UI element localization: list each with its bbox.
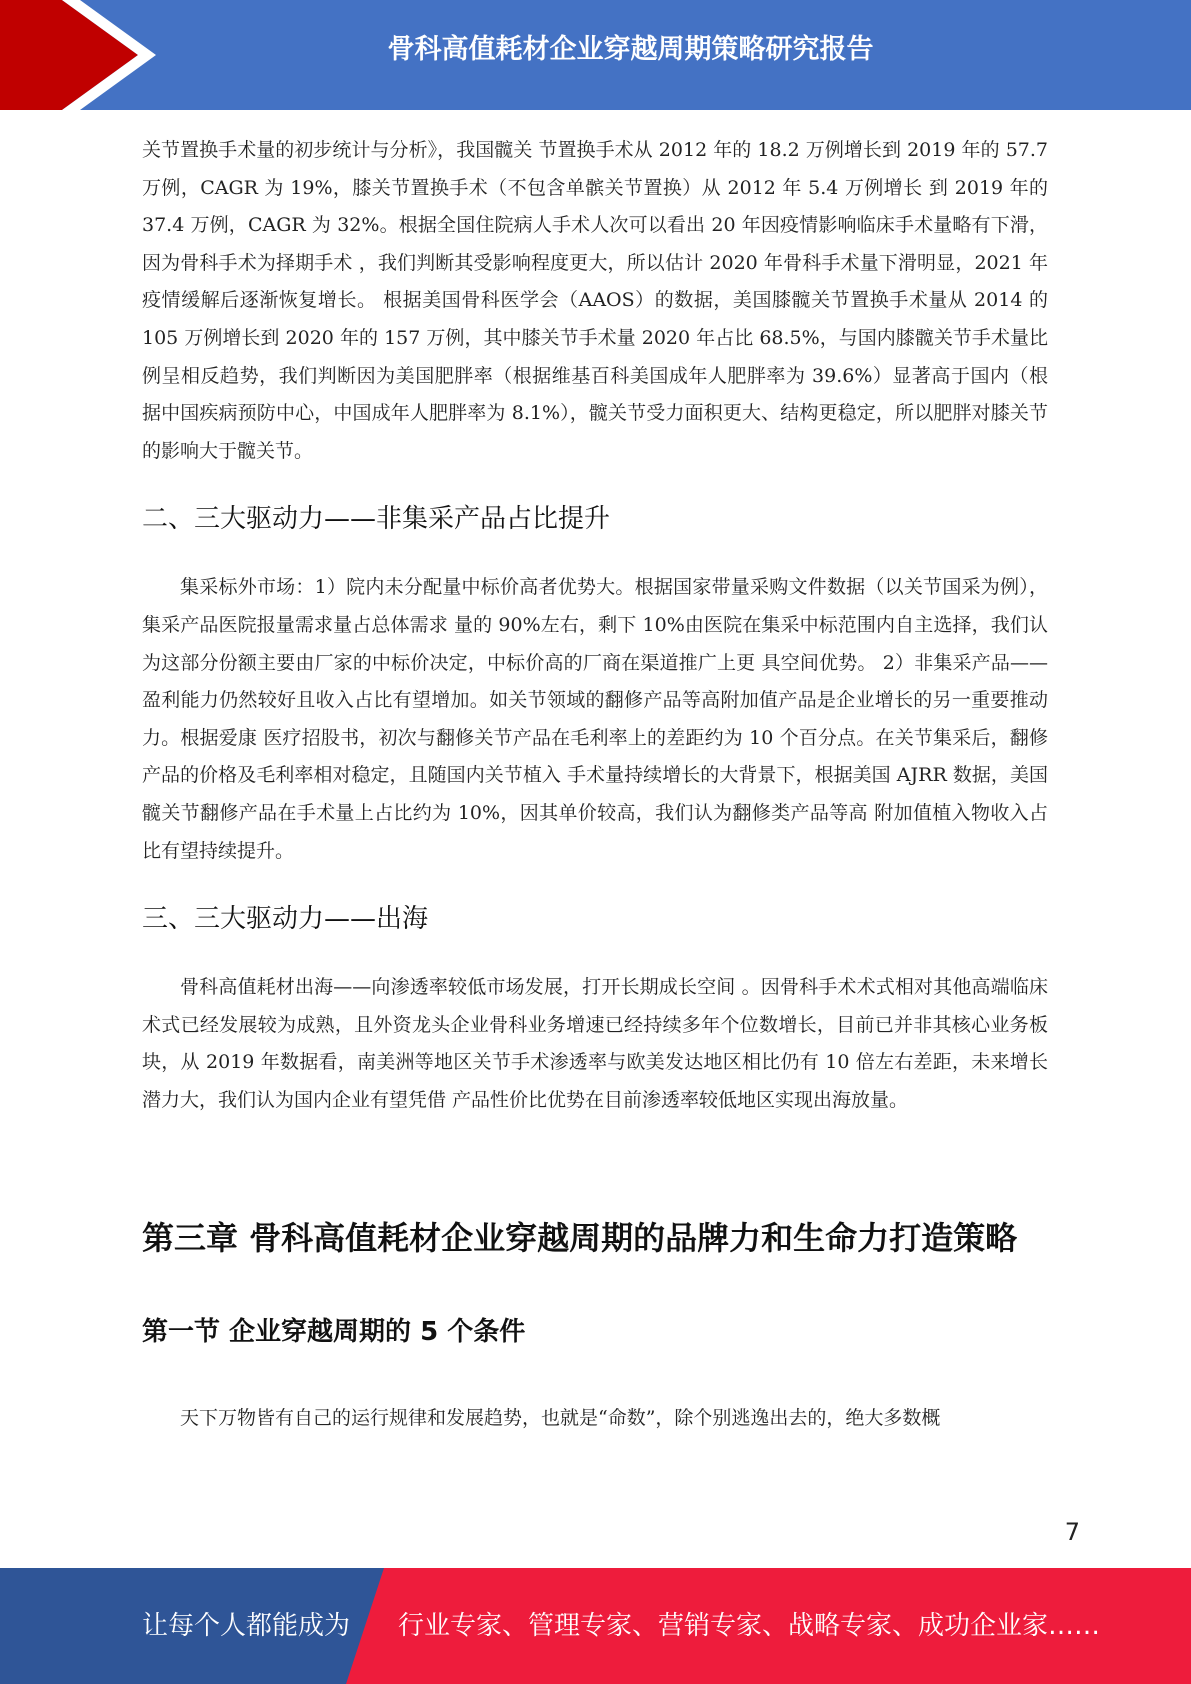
main-content bbox=[142, 132, 1048, 1438]
page-number: 7 bbox=[1064, 1518, 1080, 1546]
page-footer bbox=[0, 1568, 1191, 1684]
footer-slogan-left: 让每个人都能成为 bbox=[142, 1611, 351, 1641]
header-title: 骨科高值耗材企业穿越周期策略研究报告 bbox=[387, 34, 874, 65]
section-heading-non-procurement: 二、三大驱动力——非集采产品占比提升 bbox=[142, 504, 611, 535]
chapter-heading: 第三章 骨科高值耗材企业穿越周期的品牌力和生命力打造策略 bbox=[142, 1219, 1018, 1258]
paragraph-overseas: 骨科高值耗材出海——向渗透率较低市场发展，打开长期成长空间 。因骨科手术术式相对其他高端临床术式已经发展较为成熟，且外资龙头企业骨科业务增速已经持续多年个位数增长，目前已并非其核心业务板 块，从 2019 年数据看，南美洲等地区关节手术渗透率与欧美发达地区相比仍有 10 倍左右差距，未来增长潜力大，我们认为国内企业有望凭借 产品性价比优势在目前渗透率较低地区实现出海放量。 bbox=[142, 976, 1048, 1111]
page-header bbox=[0, 0, 1191, 110]
footer-slogan-right: 行业专家、管理专家、营销专家、战略专家、成功企业家…… bbox=[398, 1611, 1101, 1641]
subsection-heading: 第一节 企业穿越周期的 5 个条件 bbox=[142, 1317, 526, 1348]
paragraph-non-procurement: 集采标外市场：1）院内未分配量中标价高者优势大。根据国家带量采购文件数据（以关节国采为例），集采产品医院报量需求量占总体需求 量的 90%左右，剩下 10%由医院在集采中标范围内自主选择，我们认为这部分份额主要由厂家的中标价决定，中标价高的厂商在渠道推广上更 具空间优势。 2）非集采产品——盈利能力仍然较好且收入占比有望增加。如关节领域的翻修产品等高附加值产品是企业增长的另一重要推动力。根据爱康 医疗招股书，初次与翻修关节产品在毛利率上的差距约为 10 个百分点。在关节集采后，翻修产品的价格及毛利率相对稳定，且随国内关节植入 手术量持续增长的大背景下，根据美国 AJRR 数据，美国髋关节翻修产品在手术量上占比约为 10%，因其单价较高，我们认为翻修类产品等高 附加值植入物收入占比有望持续提升。 bbox=[142, 576, 1048, 862]
section-heading-overseas: 三、三大驱动力——出海 bbox=[142, 904, 429, 935]
paragraph-surgery-stats: 关节置换手术量的初步统计与分析》，我国髋关 节置换手术从 2012 年的 18.2 万例增长到 2019 年的 57.7 万例，CAGR 为 19%，膝关节置换手术（不包含单髌关节置换）从 2012 年 5.4 万例增长 到 2019 年的 37.4 万例，CAGR 为 32%。根据全国住院病人手术人次可以看出 20 年因疫情影响临床手术量略有下滑，因为骨科手术为择期手术 ，我们判断其受影响程度更大，所以估计 2020 年骨科手术量下滑明显，2021 年疫情缓解后逐渐恢复增长。 根据美国骨科医学会（AAOS）的数据，美国膝髋关节置换手术量从 2014 的 105 万例增长到 2020 年的 157 万例，其中膝关节手术量 2020 年占比 68.5%，与国内膝髋关节手术量比例呈相反趋势，我们判断因为美国肥胖率（根据维基百科美国成年人肥胖率为 39.6%）显著高于国内（根 据中国疾病预防中心，中国成年人肥胖率为 8.1%），髋关节受力面积更大、结构更稳定，所以肥胖对膝关节的影响大于髋关节。 bbox=[142, 139, 1048, 462]
paragraph-cycle-intro: 天下万物皆有自己的运行规律和发展趋势，也就是“命数”，除个别逃逸出去的，绝大多数概 bbox=[180, 1407, 941, 1430]
